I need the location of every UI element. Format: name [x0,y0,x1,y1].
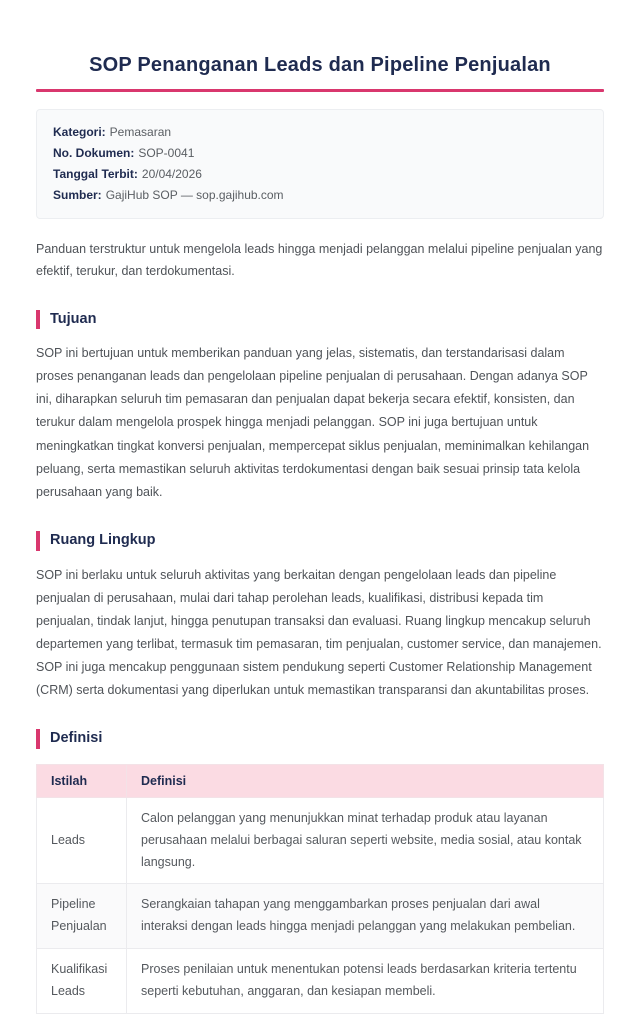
column-header-definisi: Definisi [127,764,604,797]
table-row [37,949,604,1014]
meta-value: GajiHub SOP — sop.gajihub.com [105,188,284,202]
meta-label: Kategori: [53,125,106,139]
meta-line-tanggal-terbit [53,164,587,185]
table-header-row [37,764,604,797]
section-body-tujuan: SOP ini bertujuan untuk memberikan panduan yang jelas, sistematis, dan terstandarisasi dalam proses penanganan leads dan pengelolaan pipeline penjualan di perusahaan. Dengan adanya SOP ini, diharapkan seluruh tim pemasaran dan penjualan dapat bekerja secara efektif, konsisten, dan terukur dalam mengelola prospek hingga menjadi pelanggan. SOP ini juga bertujuan untuk meningkatkan tingkat konversi penjualan, mempercepat siklus penjualan, meminimalkan kehilangan peluang, serta memastikan seluruh aktivitas terdokumentasi dengan baik sesuai prinsip tata kelola perusahaan yang baik. [36,346,590,499]
section-body-ruang-lingkup: SOP ini berlaku untuk seluruh aktivitas yang berkaitan dengan pengelolaan leads dan pipeline penjualan di perusahaan, mulai dari tahap perolehan leads, kualifikasi, distribusi kepada tim penjualan, tindak lanjut, hingga penutupan transaksi dan evaluasi. Ruang lingkup mencakup seluruh departemen yang terlibat, termasuk tim pemasaran, tim penjualan, customer service, dan manajemen. SOP ini juga mencakup penggunaan sistem pendukung seperti Customer Relationship Management (CRM) serta dokumentasi yang diperlukan untuk memastikan transparansi dan akuntabilitas proses. [36,567,602,698]
meta-label: Sumber: [53,188,102,202]
title-divider [36,89,604,92]
meta-line-no-dokumen [53,143,587,164]
meta-line-sumber [53,185,587,206]
section-heading-ruang-lingkup: Ruang Lingkup [36,531,604,551]
meta-value: SOP-0041 [138,146,195,160]
page-title: SOP Penanganan Leads dan Pipeline Penjualan [89,54,551,76]
table-row [37,884,604,949]
meta-label: Tanggal Terbit: [53,167,138,181]
meta-value: 20/04/2026 [141,167,202,181]
section-heading-tujuan: Tujuan [36,310,604,330]
definition-cell: Calon pelanggan yang menunjukkan minat terhadap produk atau layanan perusahaan melalui berbagai saluran seperti website, media sosial, atau kontak langsung. [127,797,604,884]
term-cell: Kualifikasi Leads [37,949,127,1014]
meta-line-kategori [53,122,587,143]
term-cell: Leads [37,797,127,884]
definition-cell: Serangkaian tahapan yang menggambarkan proses penjualan dari awal interaksi dengan leads hingga menjadi pelanggan yang melakukan pembelian. [127,884,604,949]
table-row [37,797,604,884]
section-heading-definisi: Definisi [36,729,604,749]
intro-paragraph: Panduan terstruktur untuk mengelola leads hingga menjadi pelanggan melalui pipeline penjualan yang efektif, terukur, dan terdokumentasi. [36,242,603,279]
definition-cell: Proses penilaian untuk menentukan potensi leads berdasarkan kriteria tertentu seperti kebutuhan, anggaran, dan kesiapan membeli. [127,949,604,1014]
term-cell: Pipeline Penjualan [37,884,127,949]
meta-value: Pemasaran [109,125,172,139]
column-header-istilah: Istilah [37,764,127,797]
definitions-table [36,764,604,1014]
meta-label: No. Dokumen: [53,146,135,160]
document-meta-box [36,109,604,219]
